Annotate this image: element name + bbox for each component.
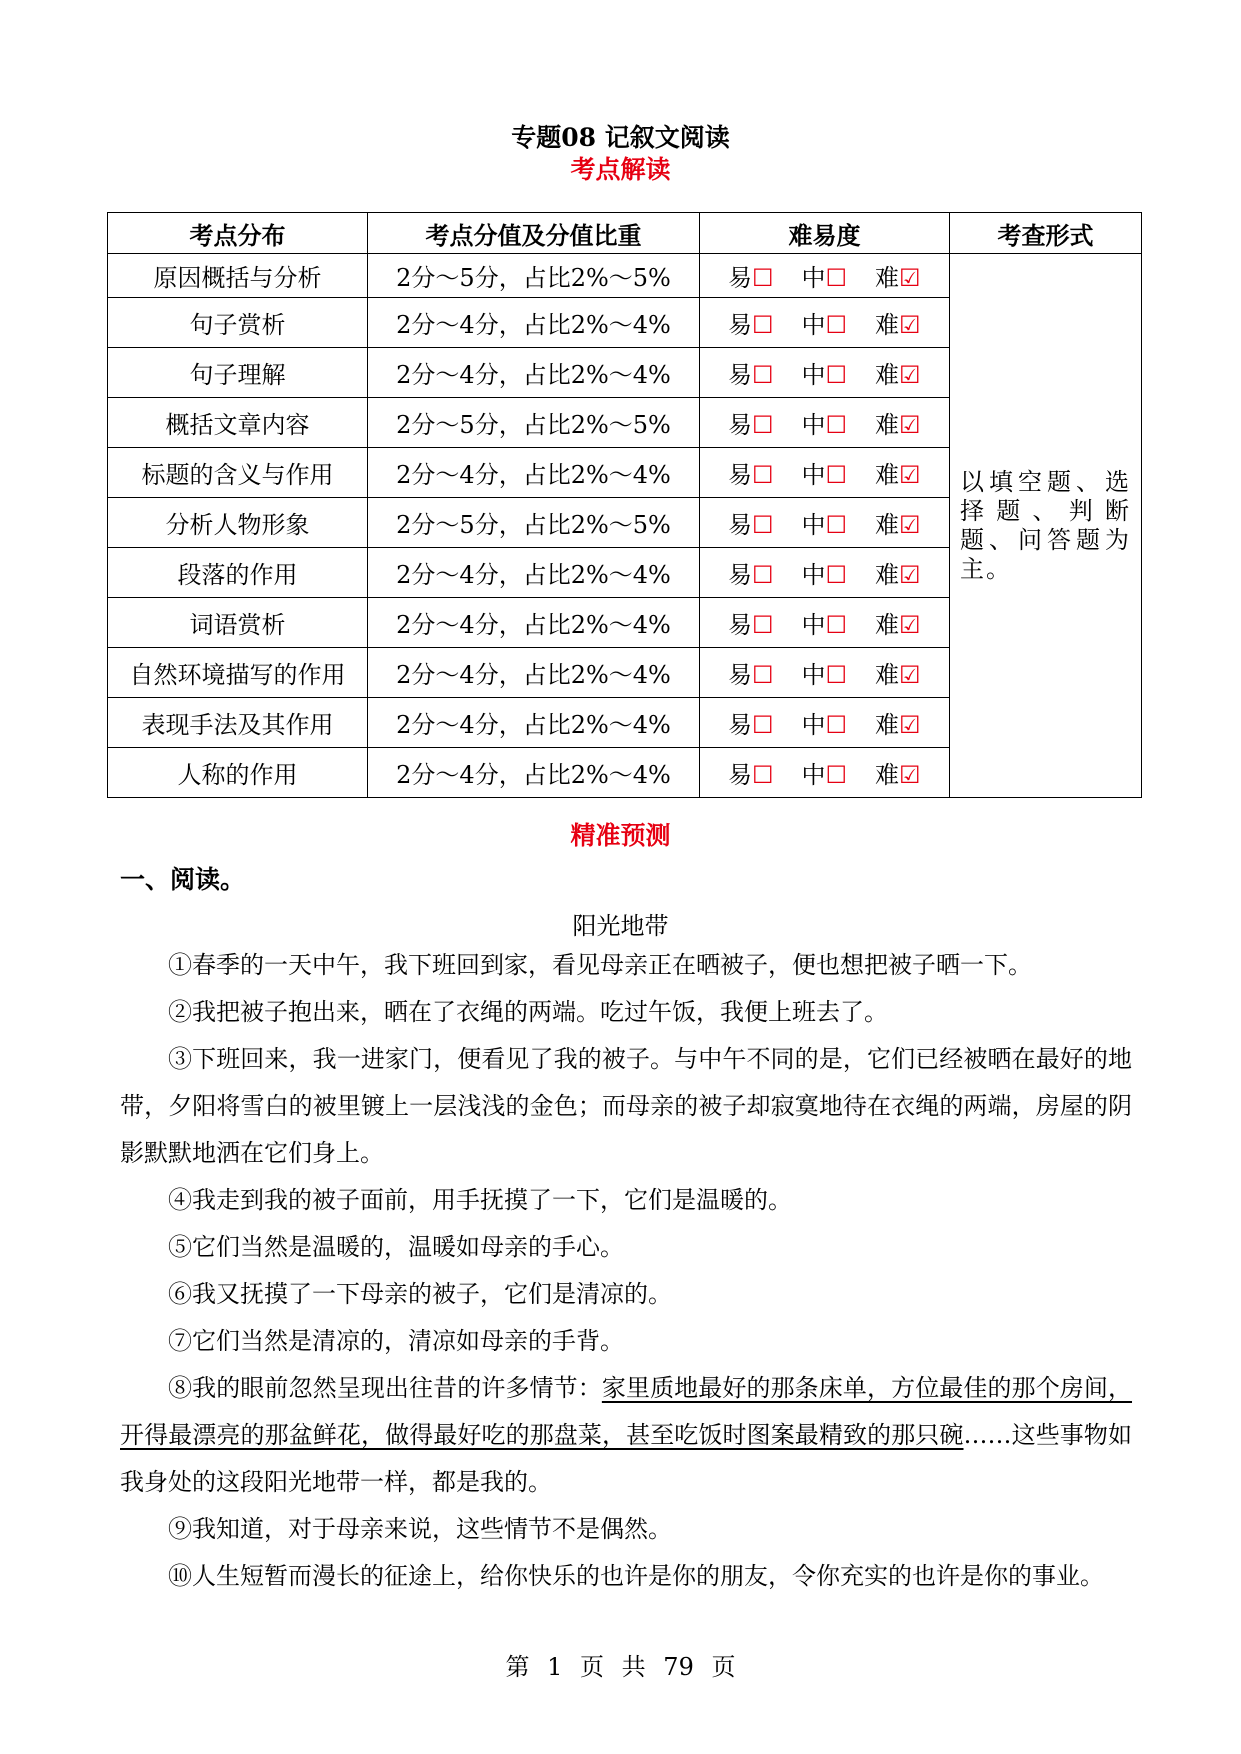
topic-cell: 标题的含义与作用 <box>108 448 368 498</box>
difficulty-label: 中 <box>801 361 826 389</box>
paragraph: ②我把被子抱出来，晒在了衣绳的两端。吃过午饭，我便上班去了。 <box>168 998 888 1026</box>
difficulty-label: 易 <box>728 361 752 389</box>
difficulty-label: 难 <box>875 561 900 589</box>
unchecked-box-icon: ☐ <box>752 461 774 489</box>
difficulty-label: 易 <box>728 411 752 439</box>
score-cell: 2分～4分，占比2%～4% <box>368 648 700 698</box>
header-score: 考点分值及分值比重 <box>368 213 700 254</box>
difficulty-option <box>875 605 921 640</box>
difficulty-label: 中 <box>801 711 826 739</box>
difficulty-option <box>728 705 774 740</box>
difficulty-option <box>802 305 848 340</box>
score-cell: 2分～5分，占比2%～5% <box>368 254 700 298</box>
paragraph-text: ……这些事物如我身处的这段阳光地带一样，都是我的。 <box>120 1421 1132 1496</box>
difficulty-cell <box>700 254 950 298</box>
difficulty-label: 难 <box>875 311 900 339</box>
difficulty-cell <box>700 698 950 748</box>
checked-box-icon: ☑ <box>899 461 921 489</box>
unchecked-box-icon: ☐ <box>825 361 848 389</box>
topic-cell: 概括文章内容 <box>108 398 368 448</box>
unchecked-box-icon: ☐ <box>752 311 774 339</box>
section-heading-exam-points: 考点解读 <box>570 155 671 184</box>
paragraph: ⑨我知道，对于母亲来说，这些情节不是偶然。 <box>168 1515 672 1543</box>
difficulty-label: 易 <box>728 661 752 689</box>
article-title: 阳光地带 <box>572 912 669 940</box>
difficulty-label: 中 <box>801 511 826 539</box>
topic-cell: 自然环境描写的作用 <box>108 648 368 698</box>
difficulty-option <box>728 258 774 293</box>
unchecked-box-icon: ☐ <box>825 311 848 339</box>
header-form: 考查形式 <box>950 213 1142 254</box>
difficulty-label: 难 <box>875 511 900 539</box>
unchecked-box-icon: ☐ <box>752 761 774 789</box>
checked-box-icon: ☑ <box>899 411 921 439</box>
unchecked-box-icon: ☐ <box>752 661 774 689</box>
difficulty-option <box>875 555 921 590</box>
difficulty-option <box>875 705 921 740</box>
difficulty-option <box>802 258 848 293</box>
difficulty-option <box>802 755 848 790</box>
unchecked-box-icon: ☐ <box>825 461 848 489</box>
difficulty-option <box>802 405 848 440</box>
checked-box-icon: ☑ <box>899 711 921 739</box>
exam-form-cell: 以填空题、选择题、判断题、问答题为主。 <box>950 254 1142 798</box>
difficulty-label: 易 <box>728 611 752 639</box>
score-cell: 2分～4分，占比2%～4% <box>368 548 700 598</box>
table-header-row <box>108 213 1142 254</box>
topic-cell: 句子赏析 <box>108 298 368 348</box>
difficulty-option <box>728 505 774 540</box>
difficulty-option <box>802 605 848 640</box>
difficulty-cell <box>700 548 950 598</box>
topic-cell: 表现手法及其作用 <box>108 698 368 748</box>
unchecked-box-icon: ☐ <box>752 711 774 739</box>
difficulty-label: 易 <box>728 761 752 789</box>
difficulty-cell <box>700 748 950 798</box>
difficulty-option <box>875 305 921 340</box>
checked-box-icon: ☑ <box>899 611 921 639</box>
difficulty-option <box>802 455 848 490</box>
difficulty-label: 难 <box>875 711 900 739</box>
difficulty-label: 中 <box>801 761 826 789</box>
difficulty-option <box>802 355 848 390</box>
score-cell: 2分～4分，占比2%～4% <box>368 448 700 498</box>
difficulty-label: 中 <box>801 311 826 339</box>
unchecked-box-icon: ☐ <box>825 611 848 639</box>
topic-cell: 词语赏析 <box>108 598 368 648</box>
score-cell: 2分～4分，占比2%～4% <box>368 298 700 348</box>
checked-box-icon: ☑ <box>899 511 921 539</box>
topic-cell: 分析人物形象 <box>108 498 368 548</box>
difficulty-option <box>728 355 774 390</box>
difficulty-option <box>728 305 774 340</box>
difficulty-option <box>728 405 774 440</box>
difficulty-cell <box>700 448 950 498</box>
difficulty-option <box>728 755 774 790</box>
difficulty-label: 易 <box>728 561 752 589</box>
page-footer: 第 1 页 共 79 页 <box>505 1653 736 1681</box>
difficulty-label: 中 <box>801 561 826 589</box>
difficulty-option <box>728 455 774 490</box>
difficulty-label: 易 <box>728 264 752 292</box>
paragraph: ⑩人生短暂而漫长的征途上，给你快乐的也许是你的朋友，令你充实的也许是你的事业。 <box>168 1562 1104 1590</box>
difficulty-label: 难 <box>875 611 900 639</box>
unchecked-box-icon: ☐ <box>752 264 774 292</box>
difficulty-option <box>875 755 921 790</box>
score-cell: 2分～5分，占比2%～5% <box>368 498 700 548</box>
difficulty-label: 难 <box>875 411 900 439</box>
difficulty-option <box>728 555 774 590</box>
difficulty-option <box>802 505 848 540</box>
document-title: 专题08 记叙文阅读 <box>511 123 730 152</box>
difficulty-option <box>728 655 774 690</box>
difficulty-option <box>728 605 774 640</box>
difficulty-label: 难 <box>875 761 900 789</box>
difficulty-label: 中 <box>801 461 826 489</box>
part-heading: 一、阅读。 <box>120 865 246 894</box>
difficulty-option <box>875 405 921 440</box>
difficulty-cell <box>700 398 950 448</box>
paragraph: ①春季的一天中午，我下班回到家，看见母亲正在晒被子，便也想把被子晒一下。 <box>168 951 1032 979</box>
difficulty-option <box>802 555 848 590</box>
paragraph: ⑥我又抚摸了一下母亲的被子，它们是清凉的。 <box>168 1280 672 1308</box>
unchecked-box-icon: ☐ <box>752 411 774 439</box>
checked-box-icon: ☑ <box>899 264 921 292</box>
unchecked-box-icon: ☐ <box>825 264 848 292</box>
difficulty-option <box>875 258 921 293</box>
underlined-text: 家里质地最好的那条床单，方位最佳的那个房间，开得最漂亮的那盆鲜花，做得最好吃的那盘菜，甚至吃饭时图案最精致的那只碗 <box>120 1374 1133 1449</box>
difficulty-label: 难 <box>875 461 900 489</box>
difficulty-cell <box>700 648 950 698</box>
score-cell: 2分～4分，占比2%～4% <box>368 698 700 748</box>
difficulty-label: 难 <box>875 264 900 292</box>
difficulty-label: 易 <box>728 461 752 489</box>
checked-box-icon: ☑ <box>899 661 921 689</box>
checked-box-icon: ☑ <box>899 311 921 339</box>
difficulty-cell <box>700 348 950 398</box>
topic-cell: 句子理解 <box>108 348 368 398</box>
paragraph: ⑤它们当然是温暖的，温暖如母亲的手心。 <box>168 1233 624 1261</box>
header-difficulty: 难易度 <box>700 213 950 254</box>
paragraph <box>120 1365 1132 1506</box>
difficulty-label: 易 <box>728 511 752 539</box>
paragraph: ④我走到我的被子面前，用手抚摸了一下，它们是温暖的。 <box>168 1186 792 1214</box>
paragraph: ③下班回来，我一进家门，便看见了我的被子。与中午不同的是，它们已经被晒在最好的地带，夕阳将雪白的被里镀上一层浅浅的金色；而母亲的被子却寂寞地待在衣绳的两端，房屋的阴影默默地洒在它们身上。 <box>120 1045 1132 1167</box>
score-cell: 2分～5分，占比2%～5% <box>368 398 700 448</box>
unchecked-box-icon: ☐ <box>752 611 774 639</box>
score-cell: 2分～4分，占比2%～4% <box>368 348 700 398</box>
header-topic: 考点分布 <box>108 213 368 254</box>
difficulty-label: 易 <box>728 711 752 739</box>
difficulty-label: 中 <box>801 611 826 639</box>
checked-box-icon: ☑ <box>899 761 921 789</box>
score-cell: 2分～4分，占比2%～4% <box>368 598 700 648</box>
difficulty-option <box>875 455 921 490</box>
difficulty-option <box>875 355 921 390</box>
difficulty-option <box>875 655 921 690</box>
exam-points-table <box>107 212 1142 798</box>
difficulty-cell <box>700 598 950 648</box>
score-cell: 2分～4分，占比2%～4% <box>368 748 700 798</box>
unchecked-box-icon: ☐ <box>825 561 848 589</box>
topic-cell: 原因概括与分析 <box>108 254 368 298</box>
unchecked-box-icon: ☐ <box>825 711 848 739</box>
difficulty-label: 难 <box>875 361 900 389</box>
unchecked-box-icon: ☐ <box>825 761 848 789</box>
unchecked-box-icon: ☐ <box>825 411 848 439</box>
difficulty-option <box>875 505 921 540</box>
unchecked-box-icon: ☐ <box>752 361 774 389</box>
unchecked-box-icon: ☐ <box>752 561 774 589</box>
paragraph: ⑦它们当然是清凉的，清凉如母亲的手背。 <box>168 1327 624 1355</box>
difficulty-option <box>802 705 848 740</box>
unchecked-box-icon: ☐ <box>752 511 774 539</box>
checked-box-icon: ☑ <box>899 361 921 389</box>
section-heading-prediction: 精准预测 <box>570 821 671 850</box>
difficulty-label: 易 <box>728 311 752 339</box>
article-body <box>120 942 1132 1600</box>
table-row <box>108 254 1142 298</box>
difficulty-label: 中 <box>801 411 826 439</box>
difficulty-label: 中 <box>801 264 826 292</box>
difficulty-cell <box>700 298 950 348</box>
unchecked-box-icon: ☐ <box>825 511 848 539</box>
paragraph-text: ⑧我的眼前忽然呈现出往昔的许多情节： <box>168 1374 602 1402</box>
unchecked-box-icon: ☐ <box>825 661 848 689</box>
topic-cell: 人称的作用 <box>108 748 368 798</box>
topic-cell: 段落的作用 <box>108 548 368 598</box>
difficulty-cell <box>700 498 950 548</box>
difficulty-label: 难 <box>875 661 900 689</box>
checked-box-icon: ☑ <box>899 561 921 589</box>
difficulty-option <box>802 655 848 690</box>
difficulty-label: 中 <box>801 661 826 689</box>
